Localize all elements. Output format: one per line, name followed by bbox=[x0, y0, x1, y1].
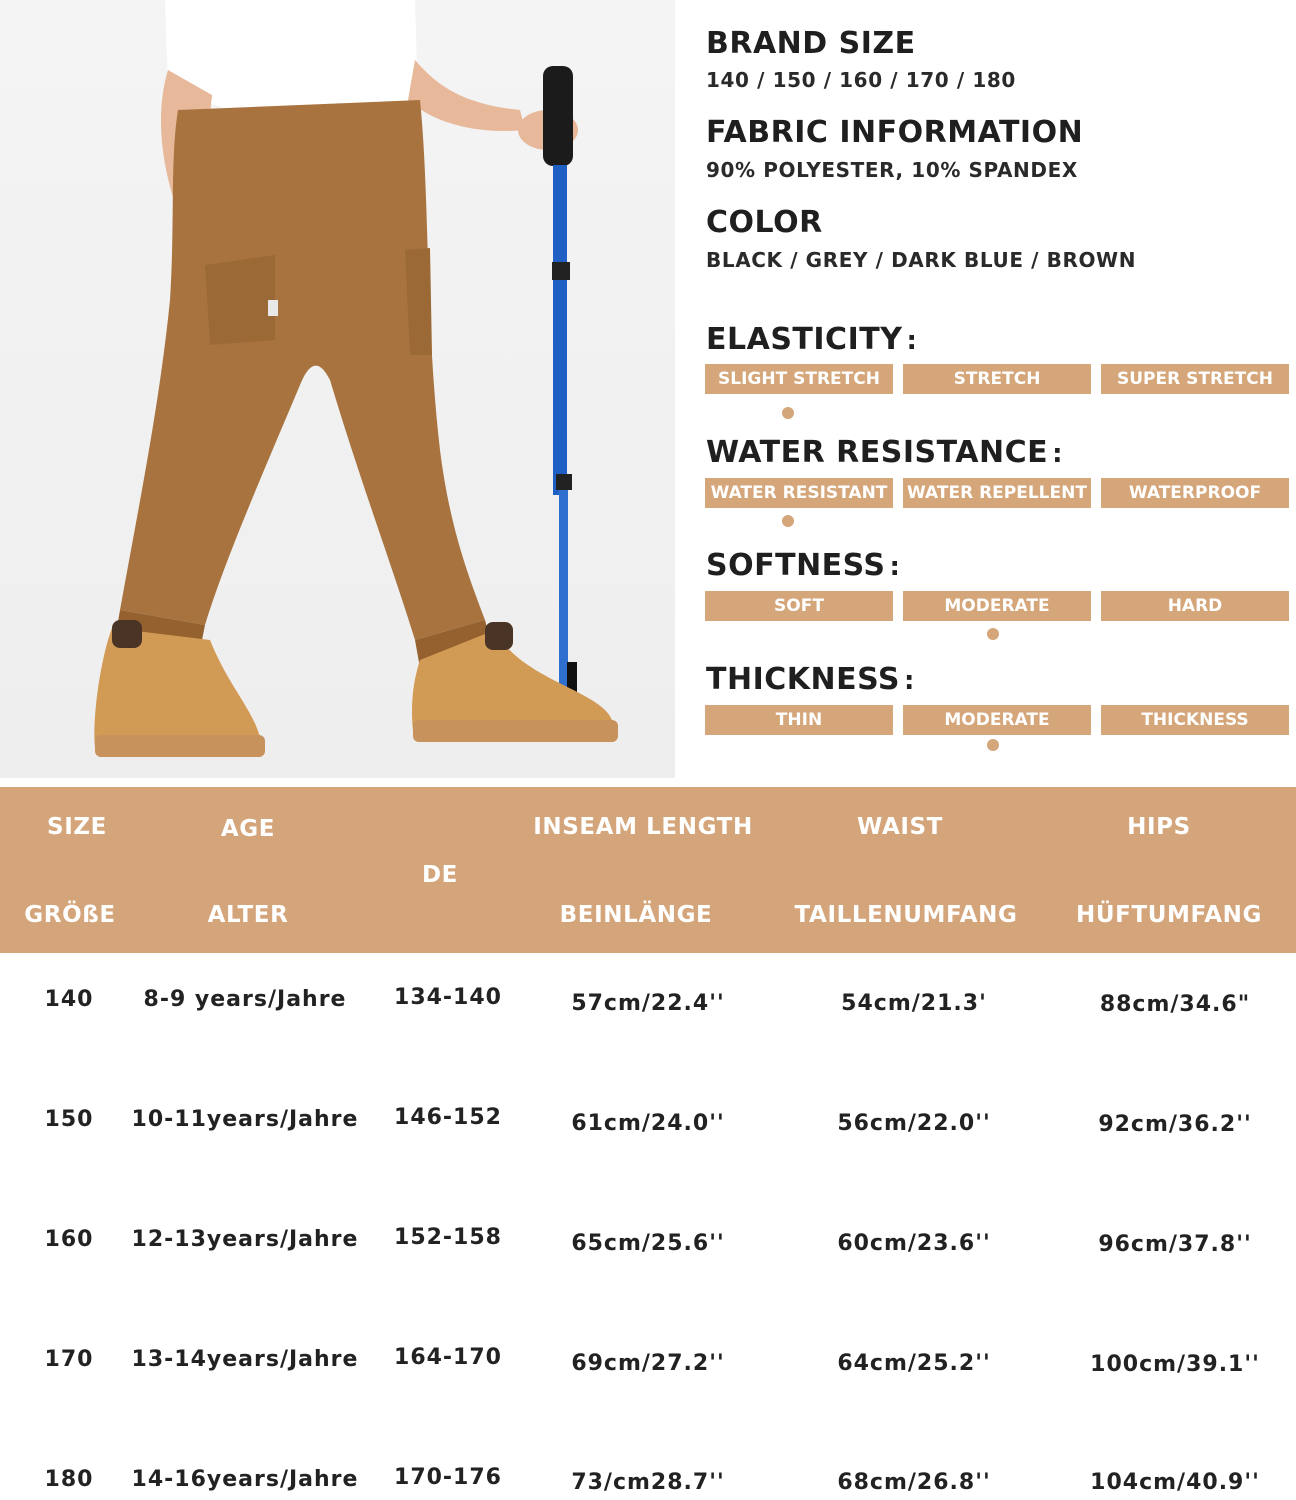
brand-size-value: 140 / 150 / 160 / 170 / 180 bbox=[706, 68, 1016, 92]
cell-de: 164-170 bbox=[394, 1345, 502, 1370]
water-option-resistant: WATER RESISTANT bbox=[705, 478, 893, 508]
thickness-indicator-dot bbox=[987, 739, 999, 751]
softness-option-soft: SOFT bbox=[705, 591, 893, 621]
thickness-scale bbox=[705, 705, 1295, 737]
cell-inseam: 65cm/25.6'' bbox=[571, 1231, 725, 1256]
cell-de: 152-158 bbox=[394, 1225, 502, 1250]
softness-option-moderate: MODERATE bbox=[903, 591, 1091, 621]
water-option-repellent: WATER REPELLENT bbox=[903, 478, 1091, 508]
elasticity-indicator-dot bbox=[782, 407, 794, 419]
elasticity-scale bbox=[705, 364, 1295, 396]
thickness-option-thin: THIN bbox=[705, 705, 893, 735]
cell-hips: 92cm/36.2'' bbox=[1098, 1112, 1252, 1137]
cell-waist: 60cm/23.6'' bbox=[837, 1231, 991, 1256]
fabric-title: FABRIC INFORMATION bbox=[706, 115, 1084, 150]
header-age-de: ALTER bbox=[207, 902, 289, 928]
header-size-de: GRÖßE bbox=[24, 902, 116, 928]
cell-size: 180 bbox=[44, 1467, 94, 1492]
cell-size: 150 bbox=[44, 1107, 94, 1132]
cell-hips: 88cm/34.6" bbox=[1099, 992, 1251, 1017]
water-indicator-dot bbox=[782, 515, 794, 527]
softness-scale bbox=[705, 591, 1295, 623]
pole-shaft bbox=[553, 165, 567, 495]
cell-age: 12-13years/Jahre bbox=[131, 1227, 359, 1252]
water-resistance-title: WATER RESISTANCE : bbox=[706, 435, 1063, 470]
cell-age: 10-11years/Jahre bbox=[131, 1107, 359, 1132]
size-table-header bbox=[0, 787, 1296, 953]
thickness-option-thickness: THICKNESS bbox=[1101, 705, 1289, 735]
elasticity-option-slight-stretch: SLIGHT STRETCH bbox=[705, 364, 893, 394]
thickness-title: THICKNESS : bbox=[706, 662, 915, 697]
product-illustration bbox=[0, 0, 675, 778]
cell-hips: 100cm/39.1'' bbox=[1090, 1352, 1260, 1377]
cell-inseam: 73/cm28.7'' bbox=[571, 1470, 725, 1495]
header-age-en: AGE bbox=[220, 816, 276, 842]
right-arm bbox=[408, 60, 525, 131]
header-size-en: SIZE bbox=[47, 814, 107, 840]
softness-title: SOFTNESS : bbox=[706, 548, 901, 583]
cell-size: 140 bbox=[44, 987, 94, 1012]
cell-inseam: 61cm/24.0'' bbox=[571, 1111, 725, 1136]
thickness-option-moderate: MODERATE bbox=[903, 705, 1091, 735]
header-hips-de: HÜFTUMFANG bbox=[1076, 902, 1262, 928]
pole-grip bbox=[543, 66, 573, 166]
cell-de: 134-140 bbox=[394, 985, 502, 1010]
cell-size: 170 bbox=[44, 1347, 94, 1372]
cell-hips: 104cm/40.9'' bbox=[1090, 1470, 1260, 1495]
cell-waist: 64cm/25.2'' bbox=[837, 1351, 991, 1376]
cell-age: 8-9 years/Jahre bbox=[143, 987, 347, 1012]
cell-waist: 56cm/22.0'' bbox=[837, 1111, 991, 1136]
pole-lower bbox=[559, 490, 568, 690]
elasticity-option-super-stretch: SUPER STRETCH bbox=[1101, 364, 1289, 394]
header-waist-de: TAILLENUMFANG bbox=[794, 902, 1018, 928]
header-waist-en: WAIST bbox=[857, 814, 943, 840]
cell-age: 14-16years/Jahre bbox=[131, 1467, 359, 1492]
cell-inseam: 69cm/27.2'' bbox=[571, 1351, 725, 1376]
cell-de: 170-176 bbox=[394, 1465, 502, 1490]
cell-inseam: 57cm/22.4'' bbox=[571, 991, 725, 1016]
elasticity-title: ELASTICITY : bbox=[706, 322, 918, 357]
cell-waist: 68cm/26.8'' bbox=[837, 1470, 991, 1495]
product-photo bbox=[0, 0, 675, 778]
cell-size: 160 bbox=[44, 1227, 94, 1252]
header-inseam-en: INSEAM LENGTH bbox=[533, 814, 753, 840]
water-resistance-scale bbox=[705, 478, 1295, 510]
brand-size-title: BRAND SIZE bbox=[706, 26, 916, 61]
color-value: BLACK / GREY / DARK BLUE / BROWN bbox=[706, 248, 1137, 272]
header-de: DE bbox=[421, 862, 459, 888]
softness-option-hard: HARD bbox=[1101, 591, 1289, 621]
fabric-value: 90% POLYESTER, 10% SPANDEX bbox=[706, 158, 1078, 182]
softness-indicator-dot bbox=[987, 628, 999, 640]
elasticity-option-stretch: STRETCH bbox=[903, 364, 1091, 394]
cell-waist: 54cm/21.3' bbox=[841, 991, 987, 1016]
cell-hips: 96cm/37.8'' bbox=[1098, 1232, 1252, 1257]
water-option-waterproof: WATERPROOF bbox=[1101, 478, 1289, 508]
cell-age: 13-14years/Jahre bbox=[131, 1347, 359, 1372]
color-title: COLOR bbox=[706, 205, 823, 240]
header-inseam-de: BEINLÄNGE bbox=[559, 902, 713, 928]
header-hips-en: HIPS bbox=[1127, 814, 1191, 840]
cell-de: 146-152 bbox=[394, 1105, 502, 1130]
pants bbox=[120, 100, 485, 640]
